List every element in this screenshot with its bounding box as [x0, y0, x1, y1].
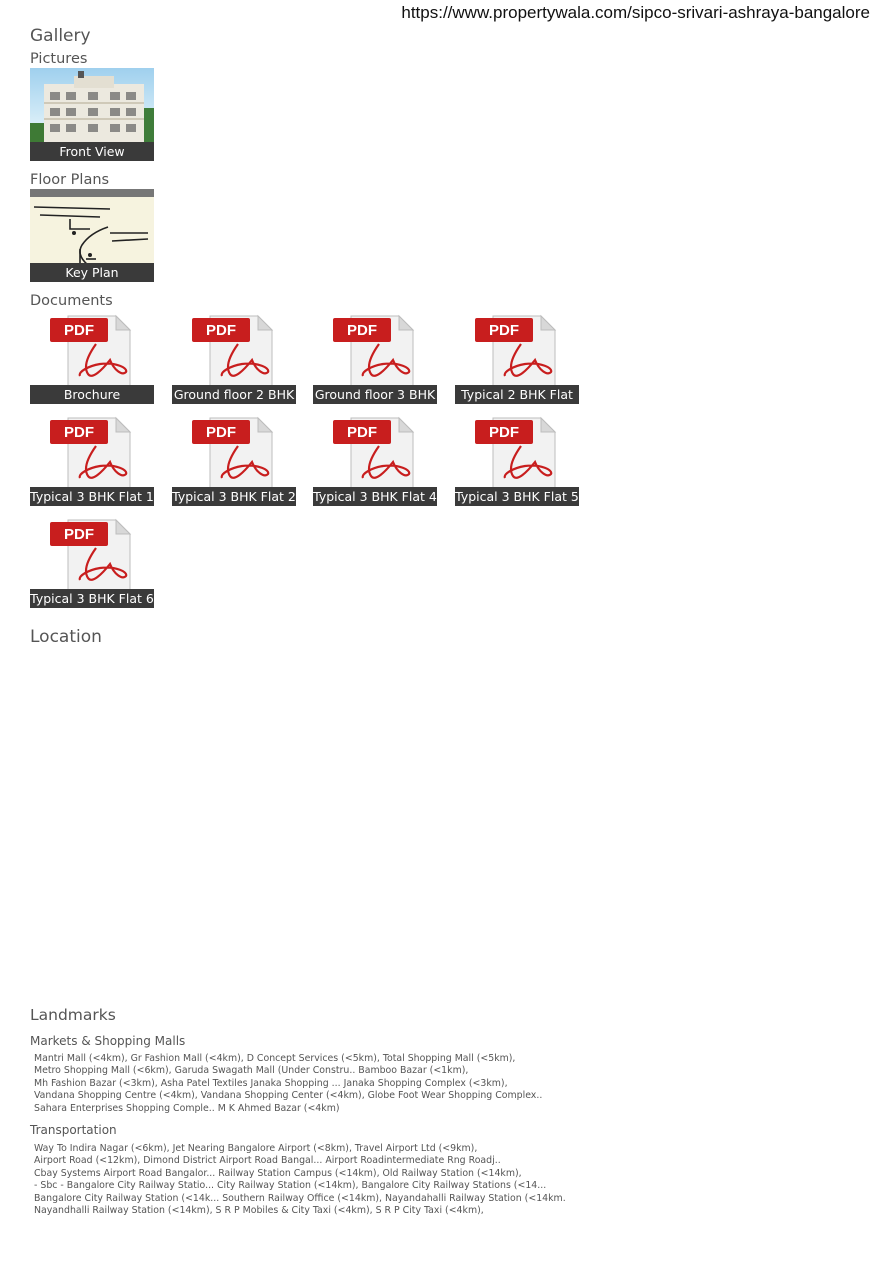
document-caption: Typical 3 BHK Flat 2 — [172, 489, 296, 504]
pdf-icon-label: PDF — [64, 424, 94, 441]
location-title: Location — [30, 627, 102, 647]
document-caption: Typical 3 BHK Flat 1 — [30, 489, 154, 504]
document-caption: Brochure — [30, 385, 154, 404]
document-tile[interactable] — [30, 314, 154, 404]
transportation-title: Transportation — [30, 1123, 117, 1137]
document-tile[interactable] — [455, 416, 579, 506]
page-url: https://www.propertywala.com/sipco-srivari-ashraya-bangalore — [401, 3, 870, 22]
pictures-title: Pictures — [30, 51, 88, 67]
transportation-line: Way To Indira Nagar (<6km), Jet Nearing Bangalore Airport (<8km), Travel Airport Ltd (<9km), — [34, 1143, 478, 1154]
document-tile[interactable] — [172, 416, 296, 506]
pdf-icon-label: PDF — [347, 322, 377, 339]
transportation-line: - Sbc - Bangalore City Railway Statio... City Railway Station (<14km), Bangalore City Railway Stations (<14... — [34, 1180, 547, 1192]
transportation-list — [34, 1143, 574, 1217]
markets-title: Markets & Shopping Malls — [30, 1034, 186, 1048]
transportation-line: Airport Road (<12km), Dimond District Airport Road Bangal... Airport Roadintermediate Rng Roadj.. — [34, 1155, 501, 1167]
document-caption: Typical 3 BHK Flat 4 — [313, 489, 437, 504]
pdf-icon-label: PDF — [489, 322, 519, 339]
markets-line: Vandana Shopping Centre (<4km), Vandana Shopping Center (<4km), Globe Foot Wear Shopping Complex.. — [34, 1090, 543, 1102]
document-tile[interactable] — [455, 314, 579, 404]
document-caption: Ground floor 2 BHK — [173, 387, 295, 402]
document-tile[interactable] — [313, 314, 437, 404]
document-caption: Ground floor 3 BHK — [314, 387, 436, 402]
markets-line: Metro Shopping Mall (<6km), Garuda Swagath Mall (Under Constru.. Bamboo Bazar (<1km), — [34, 1065, 469, 1077]
markets-list — [34, 1053, 574, 1115]
markets-line: Mh Fashion Bazar (<3km), Asha Patel Textiles Janaka Shopping ... Janaka Shopping Complex (<3km), — [34, 1077, 508, 1089]
pdf-icon-label: PDF — [489, 424, 519, 441]
floor-plans-title: Floor Plans — [30, 172, 110, 188]
document-caption: Typical 2 BHK Flat — [455, 385, 579, 404]
floor-plan-caption: Key Plan — [30, 263, 154, 282]
landmarks-title: Landmarks — [30, 1006, 116, 1024]
pdf-icon-label: PDF — [347, 424, 377, 441]
pdf-icon-label: PDF — [206, 424, 236, 441]
pdf-icon-label: PDF — [206, 322, 236, 339]
pdf-icon-label: PDF — [64, 526, 94, 543]
pdf-icon-label: PDF — [64, 322, 94, 339]
gallery-title: Gallery — [30, 26, 91, 46]
document-tile[interactable] — [313, 416, 437, 506]
transportation-line: Cbay Systems Airport Road Bangalor... Railway Station Campus (<14km), Old Railway Station (<14km), — [34, 1167, 522, 1179]
location-map[interactable] — [30, 650, 860, 1000]
markets-line: Mantri Mall (<4km), Gr Fashion Mall (<4km), D Concept Services (<5km), Total Shopping Mall (<5km), — [34, 1053, 516, 1064]
document-tile[interactable] — [172, 314, 296, 404]
picture-caption: Front View — [30, 142, 154, 161]
transportation-line: Bangalore City Railway Station (<14k... Southern Railway Office (<14km), Nayandahalli Railway Station (<14km. — [34, 1192, 566, 1204]
markets-line: Sahara Enterprises Shopping Comple.. M K Ahmed Bazar (<4km) — [34, 1102, 340, 1114]
floor-plan-key-plan[interactable] — [30, 189, 154, 282]
picture-front-view[interactable] — [30, 68, 154, 161]
document-tile[interactable] — [30, 416, 154, 506]
document-caption: Typical 3 BHK Flat 5 — [455, 489, 579, 504]
document-caption: Typical 3 BHK Flat 6 — [30, 591, 154, 606]
documents-title: Documents — [30, 293, 113, 309]
document-tile[interactable] — [30, 518, 154, 608]
transportation-line: Nayandhalli Railway Station (<14km), S R P Mobiles & City Taxi (<4km), S R P City Taxi (<4km), — [34, 1205, 484, 1217]
